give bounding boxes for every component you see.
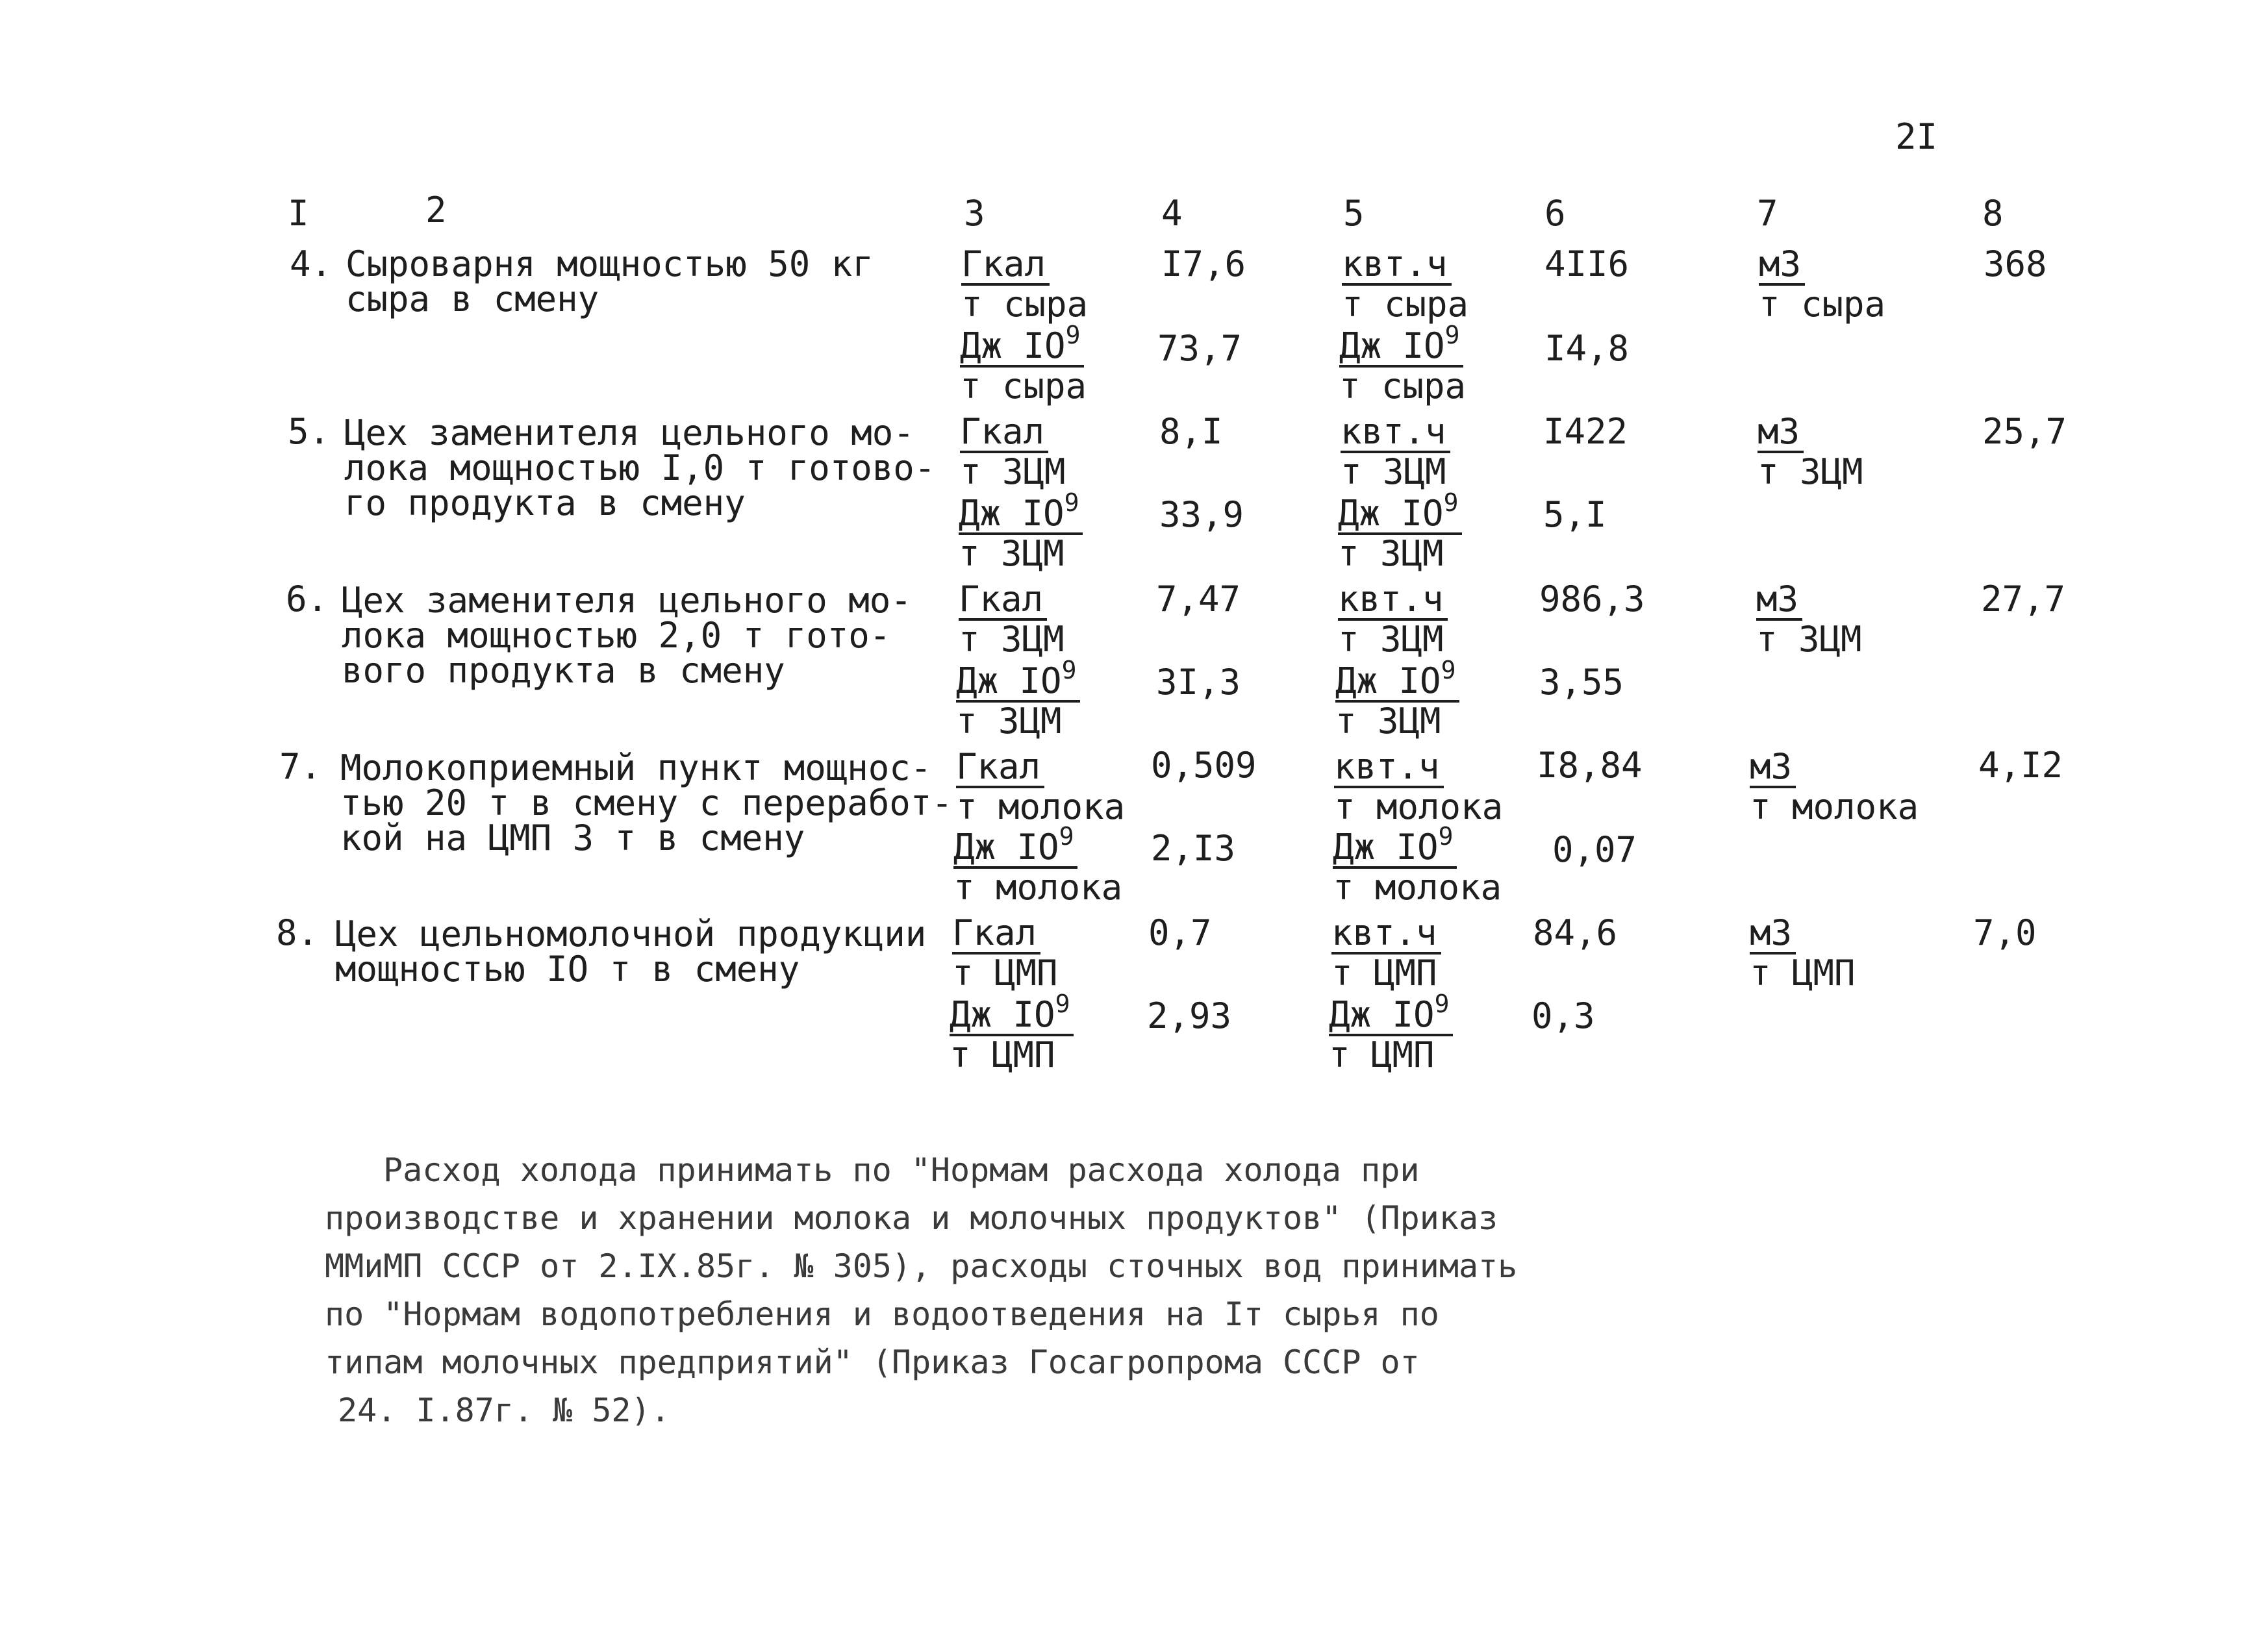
unit-numerator: Дж IO <box>960 325 1066 366</box>
unit-numerator: Гкал <box>956 749 1044 788</box>
unit-denominator: т молока <box>1334 786 1504 827</box>
unit-numerator: Дж IO <box>1338 493 1444 534</box>
heat-value-gcal: 7,47 <box>1156 579 1241 619</box>
heat-value-gj: 3I,3 <box>1156 662 1241 703</box>
unit-numerator: Дж IO <box>1335 660 1441 701</box>
unit-numerator: Дж IO <box>959 493 1065 534</box>
unit-numerator: Гкал <box>961 247 1050 286</box>
water-unit <box>1750 912 1856 993</box>
footnote-line: производстве и хранении молока и молочных продуктов" (Приказ <box>325 1199 1498 1237</box>
description-line: Цех заменителя цельного мо- <box>344 412 914 453</box>
column-header-1: I <box>288 193 309 234</box>
row-description <box>340 747 953 858</box>
unit-numerator: Дж IO <box>950 994 1055 1035</box>
column-header-2: 2 <box>425 190 447 231</box>
power-unit-gj <box>1329 990 1453 1075</box>
water-value: 368 <box>1984 243 2047 284</box>
unit-denominator: т ЦМП <box>1329 1034 1435 1075</box>
heat-value-gcal: 0,509 <box>1151 745 1257 786</box>
column-header-3: 3 <box>964 193 985 234</box>
power-value-gj: 3,55 <box>1539 662 1624 703</box>
power-value-gj: 0,3 <box>1531 995 1595 1036</box>
unit-numerator: Гкал <box>960 414 1048 453</box>
unit-denominator: т молока <box>1750 786 1919 827</box>
water-unit <box>1758 411 1863 492</box>
row-number: 5. <box>288 411 331 452</box>
unit-numerator: Дж IO <box>1339 325 1445 366</box>
unit-numerator: Дж IO <box>1329 994 1435 1035</box>
unit-denominator: т ЗЦМ <box>1341 451 1446 492</box>
power-value-kwh: I8,84 <box>1537 745 1643 786</box>
unit-denominator: т ЗЦМ <box>959 533 1065 574</box>
power-value-kwh: 986,3 <box>1539 579 1645 619</box>
row-number: 7. <box>279 746 322 787</box>
unit-denominator: т ЦМП <box>1331 953 1437 993</box>
footnote-line: Расход холода принимать по "Нормам расхода холода при <box>383 1151 1420 1189</box>
power-unit-kwh <box>1342 243 1469 325</box>
unit-numerator: Гкал <box>959 582 1047 621</box>
row-description <box>346 243 874 319</box>
unit-denominator: т ЗЦМ <box>959 619 1065 660</box>
unit-exponent: 9 <box>1055 990 1070 1018</box>
unit-numerator: м3 <box>1756 582 1802 621</box>
unit-numerator: Дж IO <box>1333 827 1439 867</box>
unit-exponent: 9 <box>1065 321 1081 349</box>
power-value-kwh: I422 <box>1543 411 1628 452</box>
description-line: Молокоприемный пункт мощнос- <box>340 747 932 788</box>
unit-denominator: т сыра <box>1759 284 1886 325</box>
footnote-line: 24. I.87г. № 52). <box>338 1392 670 1429</box>
water-unit <box>1759 243 1886 325</box>
power-unit-kwh <box>1334 746 1504 827</box>
power-value-gj: I4,8 <box>1544 328 1630 369</box>
heat-value-gj: 33,9 <box>1159 494 1244 535</box>
unit-exponent: 9 <box>1064 488 1079 517</box>
unit-numerator: квт.ч <box>1334 749 1444 788</box>
description-line: го продукта в смену <box>344 482 746 523</box>
column-header-6: 6 <box>1544 193 1566 234</box>
unit-denominator: т сыра <box>1342 284 1469 325</box>
unit-numerator: м3 <box>1750 916 1796 955</box>
page-number: 2I <box>1895 116 1938 157</box>
unit-exponent: 9 <box>1061 656 1077 684</box>
power-value-kwh: 84,6 <box>1533 912 1618 953</box>
unit-denominator: т ЦМП <box>1750 953 1856 993</box>
column-header-7: 7 <box>1757 193 1778 234</box>
description-line: сыра в смену <box>346 279 599 319</box>
water-unit <box>1756 579 1862 660</box>
unit-numerator: м3 <box>1759 247 1805 286</box>
row-description <box>342 580 912 691</box>
unit-denominator: т ЗЦМ <box>1338 533 1444 574</box>
row-description <box>344 412 936 523</box>
unit-numerator: квт.ч <box>1338 582 1448 621</box>
heat-value-gj: 2,93 <box>1147 995 1232 1036</box>
unit-exponent: 9 <box>1434 990 1450 1018</box>
unit-denominator: т ЦМП <box>952 953 1058 993</box>
heat-unit-gj <box>959 488 1083 574</box>
water-value: 7,0 <box>1973 912 2037 953</box>
row-number: 8. <box>276 912 319 953</box>
description-line: лока мощностью I,0 т готово- <box>344 447 936 488</box>
power-unit-gj <box>1338 488 1462 574</box>
row-number: 6. <box>286 579 329 619</box>
footnote-line: по "Нормам водопотребления и водоотведения на Iт сырья по <box>325 1295 1439 1333</box>
description-line: вого продукта в смену <box>342 650 785 691</box>
unit-numerator: Дж IO <box>953 827 1059 867</box>
description-line: Цех заменителя цельного мо- <box>342 580 912 621</box>
unit-exponent: 9 <box>1444 321 1460 349</box>
unit-denominator: т ЗЦМ <box>960 451 1066 492</box>
description-line: тью 20 т в смену с переработ- <box>340 782 953 823</box>
power-unit-kwh <box>1338 579 1448 660</box>
row-number: 4. <box>290 243 333 284</box>
unit-denominator: т ЗЦМ <box>1756 619 1862 660</box>
unit-numerator: квт.ч <box>1331 916 1441 955</box>
power-value-kwh: 4II6 <box>1544 243 1630 284</box>
column-header-5: 5 <box>1343 193 1365 234</box>
heat-unit-gj <box>960 321 1087 406</box>
heat-unit-gj <box>950 990 1074 1075</box>
heat-unit-gcal <box>956 746 1126 827</box>
footnote-line: типам молочных предприятий" (Приказ Госагропрома СССР от <box>325 1343 1420 1381</box>
power-unit-kwh <box>1331 912 1441 993</box>
unit-denominator: т ЗЦМ <box>1758 451 1863 492</box>
unit-numerator: квт.ч <box>1342 247 1452 286</box>
column-header-4: 4 <box>1161 193 1183 234</box>
unit-numerator: квт.ч <box>1341 414 1450 453</box>
water-value: 25,7 <box>1982 411 2067 452</box>
unit-denominator: т ЗЦМ <box>1338 619 1444 660</box>
power-unit-gj <box>1333 822 1502 908</box>
power-unit-kwh <box>1341 411 1450 492</box>
description-line: лока мощностью 2,0 т гото- <box>342 615 891 656</box>
unit-numerator: Дж IO <box>956 660 1062 701</box>
heat-value-gcal: 8,I <box>1159 411 1223 452</box>
description-line: Сыроварня мощностью 50 кг <box>346 243 874 284</box>
unit-denominator: т ЗЦМ <box>1335 701 1441 742</box>
unit-denominator: т ЗЦМ <box>956 701 1062 742</box>
unit-denominator: т сыра <box>1339 366 1467 406</box>
power-unit-gj <box>1335 656 1459 742</box>
unit-numerator: Гкал <box>952 916 1040 955</box>
unit-numerator: м3 <box>1750 749 1796 788</box>
heat-value-gj: 73,7 <box>1157 328 1242 369</box>
heat-unit-gcal <box>952 912 1058 993</box>
column-header-8: 8 <box>1982 193 2004 234</box>
row-description <box>335 914 927 990</box>
unit-denominator: т молока <box>956 786 1126 827</box>
description-line: мощностью IO т в смену <box>335 949 800 990</box>
unit-exponent: 9 <box>1441 656 1456 684</box>
heat-value-gj: 2,I3 <box>1151 828 1236 869</box>
unit-exponent: 9 <box>1443 488 1459 517</box>
unit-denominator: т молока <box>953 867 1123 908</box>
unit-exponent: 9 <box>1059 822 1074 851</box>
power-unit-gj <box>1339 321 1467 406</box>
water-unit <box>1750 746 1919 827</box>
water-value: 4,I2 <box>1978 745 2063 786</box>
heat-unit-gj <box>953 822 1123 908</box>
description-line: кой на ЦМП 3 т в смену <box>340 817 805 858</box>
heat-unit-gcal <box>960 411 1066 492</box>
unit-denominator: т ЦМП <box>950 1034 1055 1075</box>
heat-value-gcal: 0,7 <box>1148 912 1212 953</box>
heat-value-gcal: I7,6 <box>1161 243 1246 284</box>
heat-unit-gj <box>956 656 1080 742</box>
heat-unit-gcal <box>959 579 1065 660</box>
unit-exponent: 9 <box>1438 822 1454 851</box>
footnote-line: ММиМП СССР от 2.IX.85г. № 305), расходы сточных вод принимать <box>325 1247 1518 1285</box>
unit-numerator: м3 <box>1758 414 1804 453</box>
heat-unit-gcal <box>961 243 1089 325</box>
unit-denominator: т молока <box>1333 867 1502 908</box>
unit-denominator: т сыра <box>961 284 1089 325</box>
power-value-gj: 0,07 <box>1552 829 1637 870</box>
footnote-paragraph <box>325 1146 1518 1434</box>
power-value-gj: 5,I <box>1543 494 1607 535</box>
water-value: 27,7 <box>1981 579 2066 619</box>
unit-denominator: т сыра <box>960 366 1087 406</box>
description-line: Цех цельномолочной продукции <box>335 914 927 955</box>
